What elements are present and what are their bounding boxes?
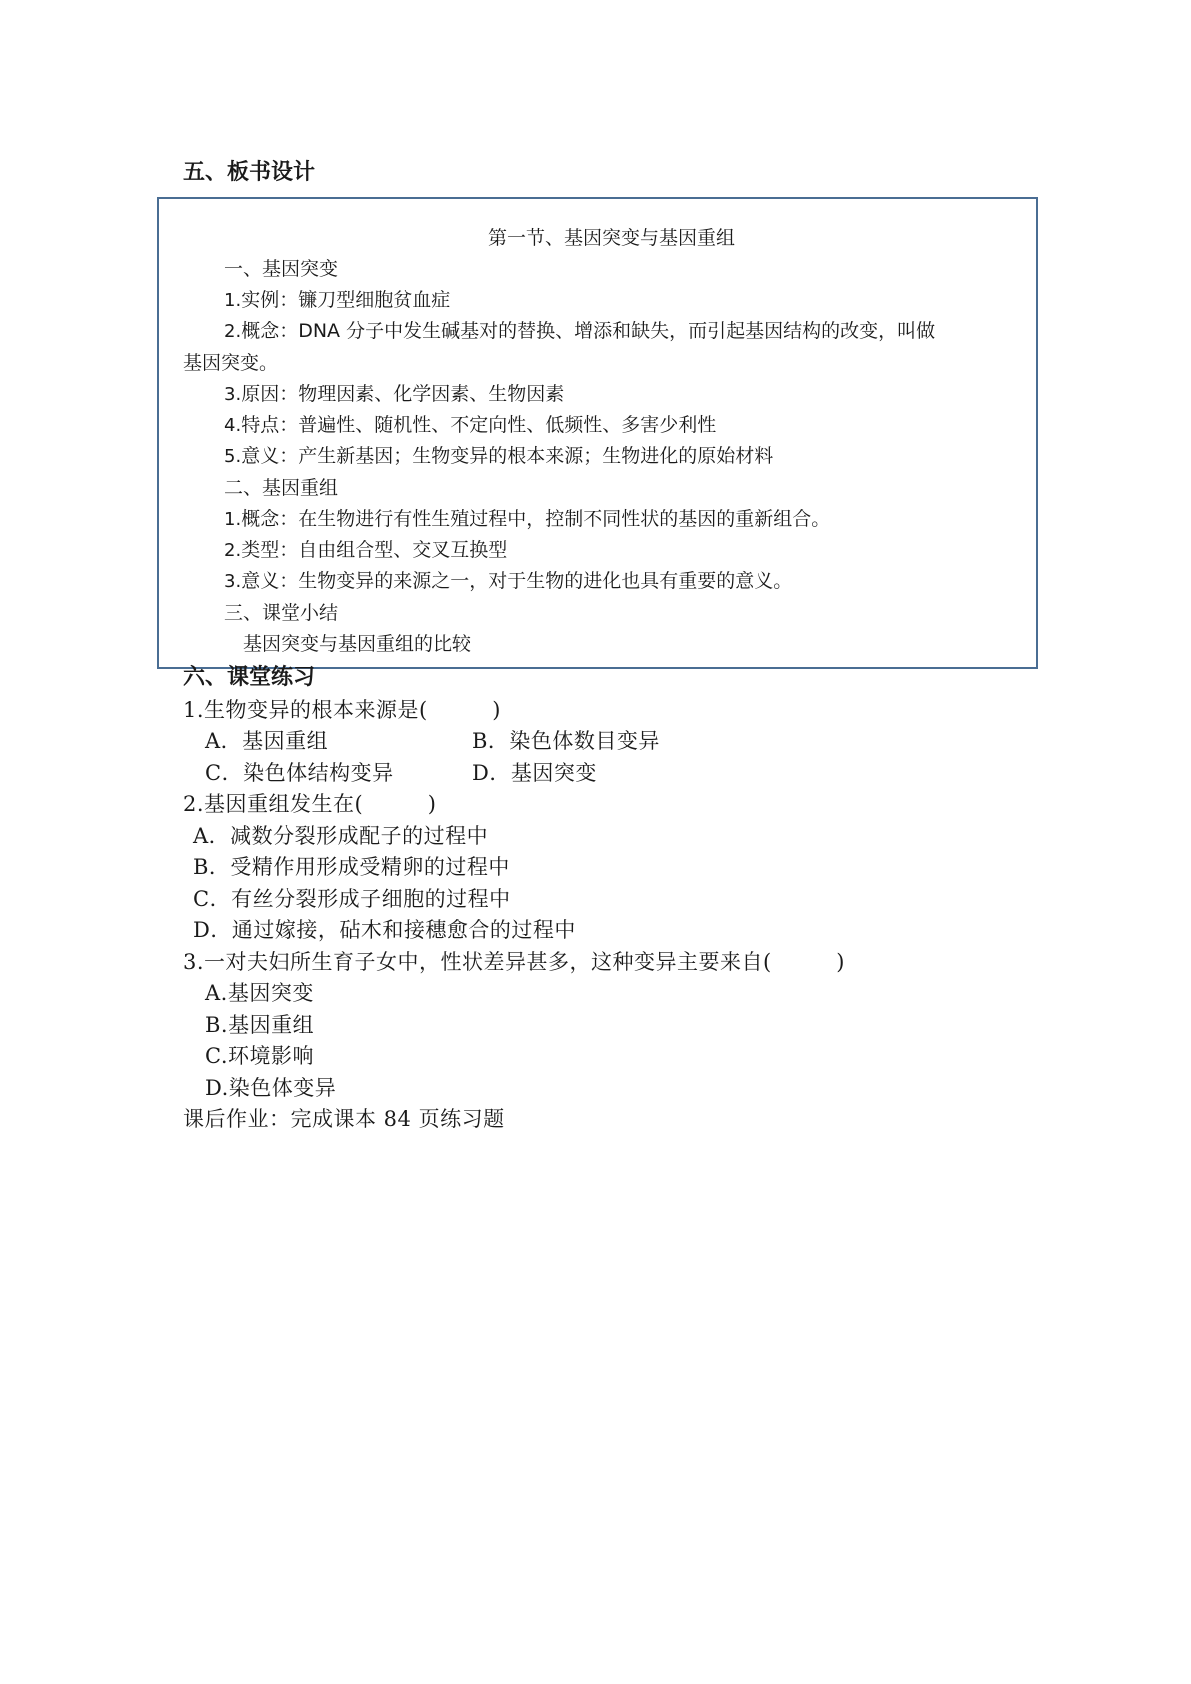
question-1-stem: 1.生物变异的根本来源是( ) xyxy=(183,698,501,722)
question-1-option-a: A．基因重组 xyxy=(205,729,329,753)
board-line-2-1 xyxy=(224,506,830,533)
question-3-stem: 3.一对夫妇所生育子女中，性状差异甚多，这种变异主要来自( ) xyxy=(183,950,845,974)
board-line-1-1 xyxy=(224,287,450,314)
board-part3-text: 基因突变与基因重组的比较 xyxy=(243,633,472,655)
question-2-option-a: A．减数分裂形成配子的过程中 xyxy=(193,824,489,848)
question-2-option-c: C．有丝分裂形成子细胞的过程中 xyxy=(193,887,511,911)
item-text: 概念：在生物进行有性生殖过程中，控制不同性状的基因的重新组合。 xyxy=(241,508,831,530)
item-number: 2. xyxy=(224,321,242,342)
dna-term: DNA xyxy=(298,320,341,342)
board-part1-heading: 一、基因突变 xyxy=(224,258,339,280)
item-text: 意义：产生新基因；生物变异的根本来源；生物进化的原始材料 xyxy=(241,445,774,467)
board-line-2-3 xyxy=(224,568,792,595)
question-1-option-b: B．染色体数目变异 xyxy=(472,729,660,753)
board-line-1-3 xyxy=(224,381,564,408)
board-part2-heading: 二、基因重组 xyxy=(224,477,339,499)
item-text: 类型：自由组合型、交叉互换型 xyxy=(241,539,508,561)
question-2-option-b: B．受精作用形成受精卵的过程中 xyxy=(193,855,510,879)
item-text-continued: 分子中发生碱基对的替换、增添和缺失，而引起基因结构的改变，叫做 xyxy=(340,320,936,342)
homework-note: 课后作业：完成课本 84 页练习题 xyxy=(183,1107,505,1131)
item-text: 实例：镰刀型细胞贫血症 xyxy=(241,289,451,311)
board-title: 第一节、基因突变与基因重组 xyxy=(487,227,735,249)
board-line-1-4 xyxy=(224,412,716,439)
board-line-1-5 xyxy=(224,443,773,470)
question-2-stem: 2.基因重组发生在( ) xyxy=(183,792,437,816)
board-line-2-2 xyxy=(224,537,507,564)
board-line-1-2-wrap: 基因突变。 xyxy=(183,352,279,374)
item-text: 特点：普遍性、随机性、不定向性、低频性、多害少利性 xyxy=(241,414,717,436)
section-heading-board-design: 五、板书设计 xyxy=(183,160,316,185)
question-3-option-b: B.基因重组 xyxy=(205,1013,315,1037)
item-number: 3. xyxy=(224,571,242,592)
board-line-1-2 xyxy=(224,318,935,345)
question-1-option-c: C．染色体结构变异 xyxy=(205,761,394,785)
item-number: 4. xyxy=(224,415,242,436)
item-number: 1. xyxy=(224,290,242,311)
item-number: 2. xyxy=(224,540,242,561)
question-2-option-d: D．通过嫁接，砧木和接穗愈合的过程中 xyxy=(193,918,576,942)
item-number: 3. xyxy=(224,384,242,405)
question-3-option-d: D.染色体变异 xyxy=(205,1076,337,1100)
question-3-option-a: A.基因突变 xyxy=(205,981,314,1005)
item-text: 原因：物理因素、化学因素、生物因素 xyxy=(241,383,565,405)
section-heading-class-exercises: 六、课堂练习 xyxy=(183,665,316,690)
question-3-option-c: C.环境影响 xyxy=(205,1044,314,1068)
board-part3-heading: 三、课堂小结 xyxy=(224,602,339,624)
item-text: 概念： xyxy=(241,320,299,342)
item-number: 1. xyxy=(224,509,242,530)
item-number: 5. xyxy=(224,446,242,467)
question-1-option-d: D．基因突变 xyxy=(472,761,597,785)
item-text: 意义：生物变异的来源之一，对于生物的进化也具有重要的意义。 xyxy=(241,570,793,592)
